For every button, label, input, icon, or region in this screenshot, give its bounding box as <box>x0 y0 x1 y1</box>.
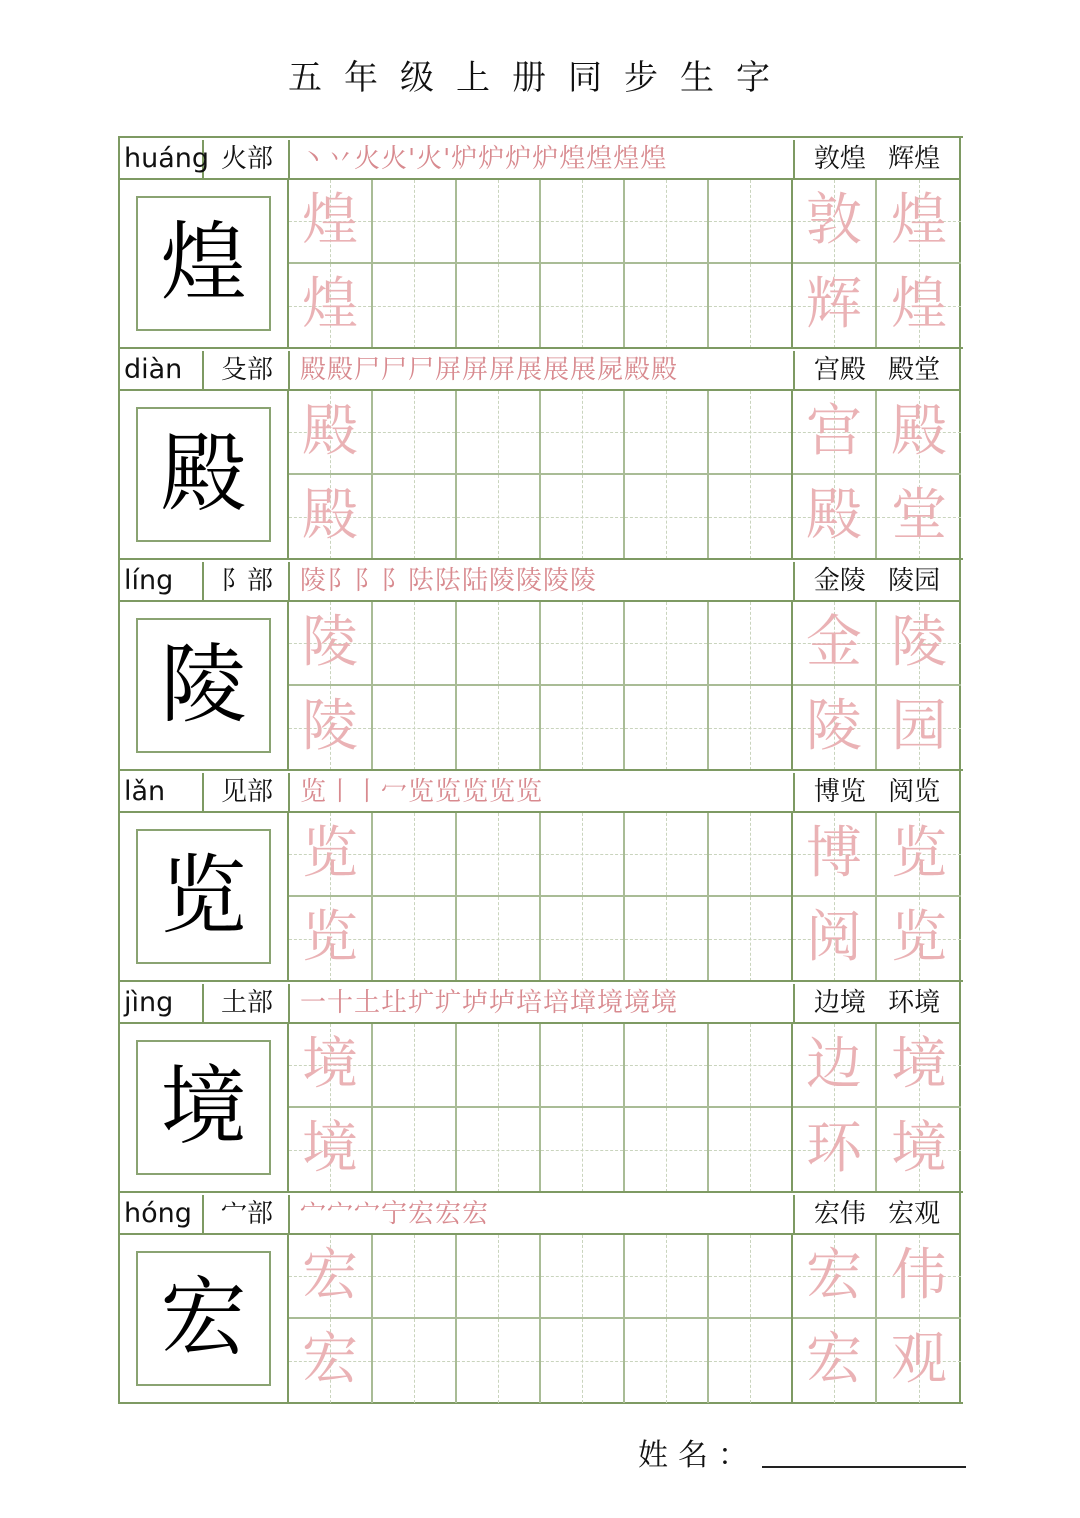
char-entry <box>120 558 963 769</box>
trace-cell[interactable] <box>289 686 373 770</box>
practice-cell[interactable] <box>457 897 541 981</box>
word-trace-char: 园 <box>891 694 947 759</box>
practice-cell[interactable] <box>709 180 793 264</box>
practice-cell[interactable] <box>373 180 457 264</box>
word-trace-cell[interactable] <box>877 391 961 475</box>
practice-cell[interactable] <box>457 686 541 770</box>
model-char: 境 <box>160 1057 247 1157</box>
word-trace-char: 殿 <box>891 399 947 464</box>
page-title: 五年级上册同步生字 <box>288 58 792 98</box>
trace-char: 殿 <box>302 399 358 464</box>
word-trace-cell[interactable] <box>793 1235 877 1319</box>
word-trace-char: 伟 <box>891 1243 947 1308</box>
practice-grid <box>289 813 959 982</box>
practice-cell[interactable] <box>457 1235 541 1319</box>
practice-cell[interactable] <box>709 1024 793 1108</box>
practice-cell[interactable] <box>541 391 625 475</box>
trace-char: 宏 <box>302 1327 358 1392</box>
word-trace-char: 陵 <box>891 610 947 675</box>
name-label: 姓名： <box>638 1438 758 1473</box>
practice-cell[interactable] <box>457 391 541 475</box>
practice-cell[interactable] <box>709 475 793 559</box>
word-trace-cell[interactable] <box>793 813 877 897</box>
example-words: 博览 阅览 <box>793 773 959 811</box>
stroke-order: 宀宀宀宁宏宏宏 <box>300 1199 490 1229</box>
trace-char: 宏 <box>302 1243 358 1308</box>
practice-cell[interactable] <box>709 1108 793 1192</box>
word-trace-cell[interactable] <box>793 475 877 559</box>
pinyin-label: diàn <box>124 351 204 389</box>
practice-cell[interactable] <box>709 1319 793 1403</box>
practice-cell[interactable] <box>625 897 709 981</box>
model-char-box <box>136 407 271 542</box>
model-char-box <box>136 829 271 964</box>
practice-cell[interactable] <box>625 602 709 686</box>
word-trace-char: 堂 <box>891 483 947 548</box>
practice-cell[interactable] <box>625 1108 709 1192</box>
practice-cell[interactable] <box>373 1319 457 1403</box>
word-trace-cell[interactable] <box>793 264 877 348</box>
pinyin-label: hóng <box>124 1195 204 1233</box>
trace-char: 陵 <box>302 610 358 675</box>
entry-header <box>120 1193 959 1235</box>
example-words: 金陵 陵园 <box>793 562 959 600</box>
word-trace-char: 宏 <box>806 1243 862 1308</box>
stroke-order: 览丨丨冖览览览览览 <box>300 777 544 807</box>
practice-cell[interactable] <box>709 686 793 770</box>
word-trace-char: 辉 <box>806 272 862 337</box>
example-words: 敦煌 辉煌 <box>793 140 959 178</box>
trace-char: 煌 <box>302 188 358 253</box>
word-trace-char: 览 <box>891 821 947 886</box>
word-trace-cell[interactable] <box>877 602 961 686</box>
trace-cell[interactable] <box>289 602 373 686</box>
word-trace-char: 博 <box>806 821 862 886</box>
practice-cell[interactable] <box>541 686 625 770</box>
practice-cell[interactable] <box>625 1235 709 1319</box>
practice-cell[interactable] <box>373 1235 457 1319</box>
example-words: 边境 环境 <box>793 984 959 1022</box>
word-trace-cell[interactable] <box>793 1319 877 1403</box>
practice-cell[interactable] <box>625 180 709 264</box>
practice-cell[interactable] <box>625 1319 709 1403</box>
stroke-order: 丶丷火火'火'炉炉炉炉煌煌煌煌 <box>300 144 668 174</box>
practice-cell[interactable] <box>709 1235 793 1319</box>
word-trace-cell[interactable] <box>877 475 961 559</box>
word-trace-char: 殿 <box>806 483 862 548</box>
stroke-order: 陵阝阝阝阹阹陆陵陵陵陵 <box>300 566 598 596</box>
word-trace-cell[interactable] <box>793 391 877 475</box>
practice-cell[interactable] <box>373 1024 457 1108</box>
radical-label: 见部 <box>206 773 290 811</box>
word-trace-char: 煌 <box>891 188 947 253</box>
trace-char: 殿 <box>302 483 358 548</box>
practice-cell[interactable] <box>709 602 793 686</box>
trace-char: 览 <box>302 821 358 886</box>
model-char-box <box>136 1040 271 1175</box>
word-trace-cell[interactable] <box>793 180 877 264</box>
radical-label: 阝部 <box>206 562 290 600</box>
practice-cell[interactable] <box>373 264 457 348</box>
char-entry <box>120 769 963 980</box>
practice-grid <box>289 1235 959 1404</box>
radical-label: 宀部 <box>206 1195 290 1233</box>
pinyin-label: jìng <box>124 984 204 1022</box>
pinyin-label: huáng <box>124 140 204 178</box>
word-trace-char: 览 <box>891 905 947 970</box>
model-char-box <box>136 196 271 331</box>
practice-cell[interactable] <box>625 264 709 348</box>
example-words: 宏伟 宏观 <box>793 1195 959 1233</box>
practice-cell[interactable] <box>541 1024 625 1108</box>
word-trace-cell[interactable] <box>793 602 877 686</box>
practice-grid <box>289 391 959 560</box>
practice-cell[interactable] <box>373 897 457 981</box>
practice-grid <box>289 180 959 349</box>
word-trace-char: 宫 <box>806 399 862 464</box>
practice-cell[interactable] <box>541 813 625 897</box>
word-trace-char: 境 <box>891 1032 947 1097</box>
practice-cell[interactable] <box>457 180 541 264</box>
worksheet-grid <box>118 136 961 1404</box>
trace-cell[interactable] <box>289 897 373 981</box>
practice-cell[interactable] <box>541 475 625 559</box>
word-trace-char: 宏 <box>806 1327 862 1392</box>
entry-header <box>120 349 959 391</box>
trace-char: 煌 <box>302 272 358 337</box>
practice-cell[interactable] <box>373 686 457 770</box>
trace-cell[interactable] <box>289 813 373 897</box>
word-trace-cell[interactable] <box>793 686 877 770</box>
practice-cell[interactable] <box>541 1319 625 1403</box>
trace-char: 境 <box>302 1116 358 1181</box>
stroke-order: 殿殿尸尸尸屏屏屏展展展屍殿殿 <box>300 355 679 385</box>
word-trace-cell[interactable] <box>877 686 961 770</box>
pinyin-label: lǎn <box>124 773 204 811</box>
practice-cell[interactable] <box>373 602 457 686</box>
stroke-order: 一十土圵圹圹垆垆培培墇境境境 <box>300 988 679 1018</box>
model-char: 陵 <box>160 635 247 735</box>
word-trace-cell[interactable] <box>877 180 961 264</box>
model-char: 览 <box>160 846 247 946</box>
practice-cell[interactable] <box>709 813 793 897</box>
practice-cell[interactable] <box>457 1108 541 1192</box>
char-entry <box>120 136 963 347</box>
word-trace-char: 金 <box>806 610 862 675</box>
example-words: 宫殿 殿堂 <box>793 351 959 389</box>
practice-cell[interactable] <box>457 475 541 559</box>
word-trace-cell[interactable] <box>877 264 961 348</box>
char-entry <box>120 1191 963 1404</box>
word-trace-cell[interactable] <box>877 813 961 897</box>
word-trace-char: 观 <box>891 1327 947 1392</box>
practice-cell[interactable] <box>373 475 457 559</box>
word-trace-char: 境 <box>891 1116 947 1181</box>
radical-label: 土部 <box>206 984 290 1022</box>
practice-cell[interactable] <box>457 1319 541 1403</box>
word-trace-char: 阅 <box>806 905 862 970</box>
word-trace-char: 煌 <box>891 272 947 337</box>
model-char: 煌 <box>160 213 247 313</box>
trace-cell[interactable] <box>289 180 373 264</box>
trace-cell[interactable] <box>289 1319 373 1403</box>
practice-cell[interactable] <box>541 1235 625 1319</box>
word-trace-cell[interactable] <box>877 1235 961 1319</box>
radical-label: 殳部 <box>206 351 290 389</box>
trace-char: 境 <box>302 1032 358 1097</box>
practice-cell[interactable] <box>541 1108 625 1192</box>
trace-cell[interactable] <box>289 391 373 475</box>
word-trace-char: 边 <box>806 1032 862 1097</box>
entry-header <box>120 138 959 180</box>
practice-cell[interactable] <box>625 475 709 559</box>
practice-cell[interactable] <box>457 602 541 686</box>
model-char: 殿 <box>160 424 247 524</box>
word-trace-cell[interactable] <box>877 897 961 981</box>
word-trace-cell[interactable] <box>793 1108 877 1192</box>
practice-cell[interactable] <box>373 1108 457 1192</box>
trace-cell[interactable] <box>289 1235 373 1319</box>
model-char-box <box>136 618 271 753</box>
model-char: 宏 <box>160 1268 247 1368</box>
word-trace-cell[interactable] <box>793 1024 877 1108</box>
practice-grid <box>289 1024 959 1193</box>
practice-cell[interactable] <box>709 391 793 475</box>
word-trace-char: 环 <box>806 1116 862 1181</box>
word-trace-cell[interactable] <box>877 1319 961 1403</box>
practice-grid <box>289 602 959 771</box>
practice-cell[interactable] <box>625 1024 709 1108</box>
practice-cell[interactable] <box>373 391 457 475</box>
practice-cell[interactable] <box>625 813 709 897</box>
word-trace-cell[interactable] <box>877 1108 961 1192</box>
practice-cell[interactable] <box>709 897 793 981</box>
word-trace-cell[interactable] <box>877 1024 961 1108</box>
practice-cell[interactable] <box>541 264 625 348</box>
char-entry <box>120 980 963 1191</box>
practice-cell[interactable] <box>625 391 709 475</box>
trace-cell[interactable] <box>289 1024 373 1108</box>
char-entry <box>120 347 963 558</box>
trace-cell[interactable] <box>289 475 373 559</box>
trace-cell[interactable] <box>289 264 373 348</box>
name-input-line[interactable] <box>762 1466 966 1468</box>
radical-label: 火部 <box>206 140 290 178</box>
practice-cell[interactable] <box>457 1024 541 1108</box>
word-trace-char: 陵 <box>806 694 862 759</box>
trace-cell[interactable] <box>289 1108 373 1192</box>
practice-cell[interactable] <box>541 180 625 264</box>
practice-cell[interactable] <box>541 897 625 981</box>
trace-char: 览 <box>302 905 358 970</box>
practice-cell[interactable] <box>373 813 457 897</box>
word-trace-char: 敦 <box>806 188 862 253</box>
entry-header <box>120 771 959 813</box>
practice-cell[interactable] <box>457 264 541 348</box>
entry-header <box>120 982 959 1024</box>
entry-header <box>120 560 959 602</box>
practice-cell[interactable] <box>625 686 709 770</box>
word-trace-cell[interactable] <box>793 897 877 981</box>
practice-cell[interactable] <box>541 602 625 686</box>
practice-cell[interactable] <box>709 264 793 348</box>
pinyin-label: líng <box>124 562 204 600</box>
practice-cell[interactable] <box>457 813 541 897</box>
model-char-box <box>136 1251 271 1386</box>
trace-char: 陵 <box>302 694 358 759</box>
